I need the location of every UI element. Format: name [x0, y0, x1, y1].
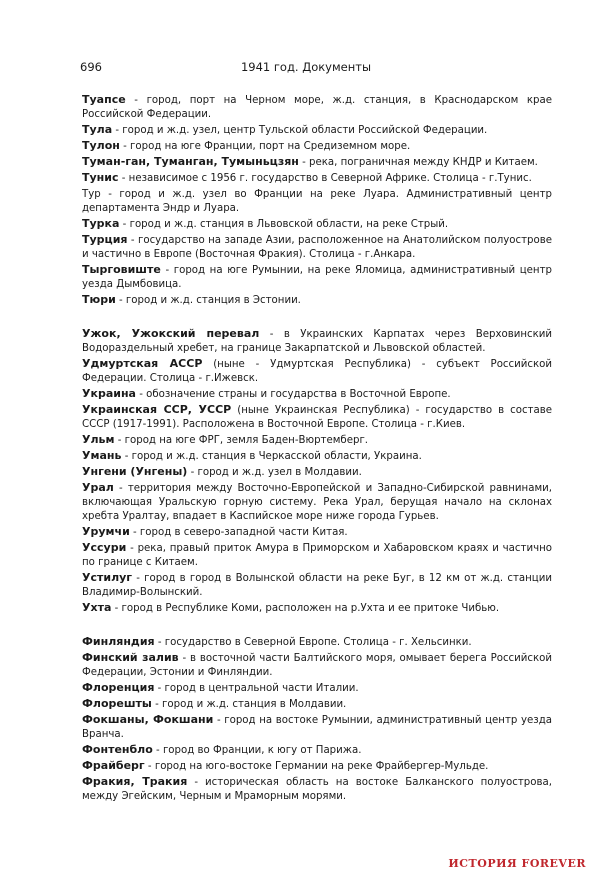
entry-term: Фонтенбло — [82, 743, 153, 756]
glossary-entry — [82, 681, 552, 696]
entry-term: Туман-ган, Туманган, Тумыньцзян — [82, 155, 299, 168]
entry-term: Флорешты — [82, 697, 152, 710]
entry-definition: - город на юго-востоке Германии на реке Фрайбергер-Мульде. — [144, 761, 489, 772]
entry-term: Турция — [82, 233, 128, 246]
entry-definition: - город и ж.д. узел, центр Тульской области Российской Федерации. — [112, 125, 488, 136]
glossary-entry — [82, 743, 552, 758]
entry-definition: - город на юге ФРГ, земля Баден-Вюртемберг. — [114, 435, 369, 446]
glossary-entry — [82, 293, 552, 308]
section-gap — [82, 617, 552, 635]
entry-term: Тунис — [82, 171, 119, 184]
entry-term: Унгени (Унгены) — [82, 465, 188, 478]
entry-term: Урал — [82, 481, 114, 494]
entry-definition: - город в центральной части Италии. — [154, 683, 359, 694]
entry-term: Флоренция — [82, 681, 155, 694]
entry-term: Тюри — [82, 293, 116, 306]
entry-definition: - в Украинских Карпатах через Верховинский Водораздельный хребет, на границе Закарпатской и Львовской областей. — [82, 329, 552, 354]
glossary-entry — [82, 233, 552, 262]
entry-term: Фракия, Тракия — [82, 775, 188, 788]
entry-definition: - город и ж.д. станция в Молдавии. — [151, 699, 347, 710]
entry-definition: - город на юге Франции, порт на Средиземном море. — [119, 141, 411, 152]
entry-definition: - город на юге Румынии, на реке Яломица, административный центр уезда Дымбовица. — [82, 265, 552, 290]
entry-definition: (ныне Украинская Республика) - государство в составе СССР (1917-1991). Расположена в Восточной Европе. Столица - г.Киев. — [82, 405, 552, 430]
glossary-entry — [82, 187, 552, 216]
glossary-entry — [82, 713, 552, 742]
entry-term: Турка — [82, 217, 120, 230]
glossary-entry — [82, 403, 552, 432]
entry-definition: - обозначение страны и государства в Восточной Европе. — [135, 389, 451, 400]
entry-definition: - город и ж.д. станция в Черкасской области, Украина. — [121, 451, 422, 462]
entry-definition: (ныне - Удмуртская Республика) - субъект Российской Федерации. Столица - г.Ижевск. — [82, 359, 552, 384]
entry-definition: - город на востоке Румынии, административный центр уезда Вранча. — [82, 715, 552, 740]
entry-definition: - государство на западе Азии, расположенное на Анатолийском полуострове и частично в Европе (Восточная Фракия). Столица - г.Анкара. — [82, 235, 552, 260]
page-header — [80, 60, 532, 76]
glossary-entry — [82, 449, 552, 464]
glossary-entry — [82, 155, 552, 170]
glossary-entry — [82, 697, 552, 712]
entry-definition: - река, пограничная между КНДР и Китаем. — [298, 157, 538, 168]
glossary-entry — [82, 465, 552, 480]
entry-definition: - река, правый приток Амура в Приморском и Хабаровском краях и частично по границе с Китаем. — [82, 543, 552, 568]
glossary-entry — [82, 571, 552, 600]
page-number: 696 — [80, 60, 102, 74]
entry-term: Финляндия — [82, 635, 155, 648]
entry-term: Ухта — [82, 601, 112, 614]
entry-term: Украина — [82, 387, 136, 400]
entry-definition: - город в Республике Коми, расположен на р.Ухта и ее притоке Чибью. — [111, 603, 500, 614]
glossary-entry — [82, 433, 552, 448]
entry-definition: - город и ж.д. станция в Львовской области, на реке Стрый. — [119, 219, 449, 230]
glossary-entry — [82, 525, 552, 540]
entry-term: Финский залив — [82, 651, 179, 664]
glossary-entry — [82, 651, 552, 680]
glossary-entry — [82, 541, 552, 570]
entry-term: Фрайберг — [82, 759, 145, 772]
entry-term: Уссури — [82, 541, 127, 554]
entry-definition: Тур - город и ж.д. узел во Франции на реке Луара. Административный центр департамента Эндр и Луара. — [82, 189, 552, 214]
glossary-entry — [82, 635, 552, 650]
entry-term: Тулон — [82, 139, 120, 152]
entry-definition: - город и ж.д. узел в Молдавии. — [187, 467, 362, 478]
section-gap — [82, 309, 552, 327]
entry-term: Тырговиште — [82, 263, 161, 276]
running-title: 1941 год. Документы — [240, 60, 372, 74]
glossary-entry — [82, 93, 552, 122]
entry-term: Умань — [82, 449, 122, 462]
glossary-entry — [82, 123, 552, 138]
entry-term: Фокшаны, Фокшани — [82, 713, 214, 726]
glossary-entry — [82, 759, 552, 774]
entry-term: Устилуг — [82, 571, 133, 584]
entry-definition: - город в северо-западной части Китая. — [129, 527, 348, 538]
glossary-entry — [82, 775, 552, 804]
glossary-entry — [82, 481, 552, 524]
entry-definition: - город и ж.д. станция в Эстонии. — [115, 295, 301, 306]
entry-definition: - историческая область на востоке Балканского полуострова, между Эгейским, Черным и Мраморным морями. — [82, 777, 552, 802]
entry-term: Туапсе — [82, 93, 126, 106]
entry-definition: - государство в Северной Европе. Столица - г. Хельсинки. — [154, 637, 472, 648]
glossary-entry — [82, 387, 552, 402]
glossary-entry — [82, 327, 552, 356]
entry-definition: - территория между Восточно-Европейской и Западно-Сибирской равнинами, включающая Уральскую горную систему. Река Урал, берущая начало на склонах хребта Уралтау, впадает в Каспийское море ниже города Гурьев. — [82, 483, 552, 522]
entry-term: Ужок, Ужокский перевал — [82, 327, 260, 340]
glossary-entry — [82, 601, 552, 616]
glossary-entry — [82, 139, 552, 154]
entry-term: Украинская ССР, УССР — [82, 403, 232, 416]
glossary-content — [82, 93, 552, 805]
glossary-entry — [82, 171, 552, 186]
entry-term: Урумчи — [82, 525, 130, 538]
entry-definition: - независимое с 1956 г. государство в Северной Африке. Столица - г.Тунис. — [118, 173, 532, 184]
entry-definition: - город, порт на Черном море, ж.д. станция, в Краснодарском крае Российской Федерации. — [82, 95, 552, 120]
entry-definition: - город в город в Волынской области на реке Буг, в 12 км от ж.д. станции Владимир-Волынский. — [82, 573, 552, 598]
watermark-logo: ИСТОРИЯ FOREVER — [448, 857, 586, 870]
entry-term: Удмуртская АССР — [82, 357, 203, 370]
glossary-entry — [82, 357, 552, 386]
glossary-entry — [82, 263, 552, 292]
glossary-entry — [82, 217, 552, 232]
entry-definition: - город во Франции, к югу от Парижа. — [152, 745, 362, 756]
entry-definition: - в восточной части Балтийского моря, омывает берега Российской Федерации, Эстонии и Финляндии. — [82, 653, 552, 678]
entry-term: Тула — [82, 123, 113, 136]
entry-term: Ульм — [82, 433, 115, 446]
